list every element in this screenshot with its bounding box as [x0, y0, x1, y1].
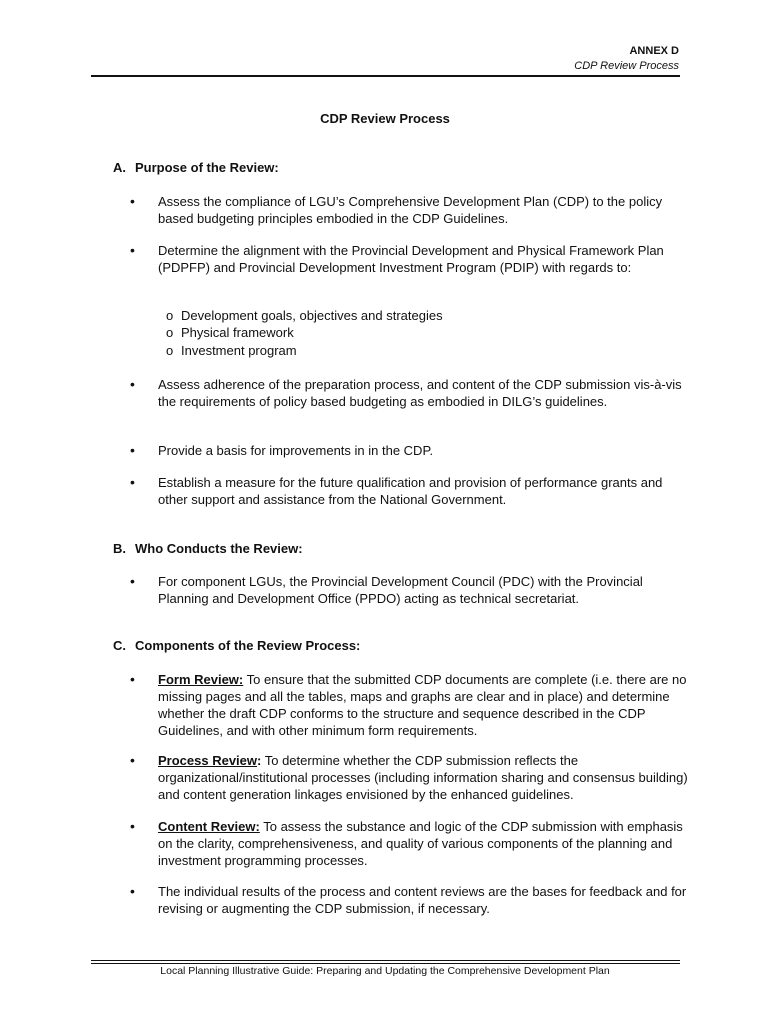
sub-list-item [166, 307, 443, 324]
list-item-text: Determine the alignment with the Provincial Development and Physical Framework Plan (PDPFP) and Provincial Development Investment Program (PDIP) with regards to: [158, 243, 664, 275]
list-item-text: Assess adherence of the preparation process, and content of the CDP submission vis-à-vis the requirements of policy based budgeting as embodied in DILG’s guidelines. [158, 377, 682, 409]
section-c-title: Components of the Review Process: [135, 638, 361, 653]
bullet-icon: • [130, 671, 135, 687]
list-item-text: Establish a measure for the future qualification and provision of performance grants and other support and assistance from the National Government. [158, 475, 663, 507]
bullet-icon: • [130, 242, 135, 258]
circle-bullet-icon: o [166, 343, 174, 358]
list-item-text: Content Review: To assess the substance and logic of the CDP submission with emphasis on the clarity, comprehensiveness, and quality of various components of the planning and investment programming processes. [158, 819, 683, 868]
footer-rule [91, 960, 680, 961]
list-item-text: For component LGUs, the Provincial Development Council (PDC) with the Provincial Planning and Development Office (PPDO) acting as technical secretariat. [158, 574, 643, 606]
process-review-label: Process Review [158, 753, 258, 768]
header-rule [91, 75, 680, 77]
circle-bullet-icon: o [166, 308, 174, 323]
list-item-text: Assess the compliance of LGU’s Comprehensive Development Plan (CDP) to the policy based budgeting principles embodied in the CDP Guidelines. [158, 194, 663, 226]
section-b-title: Who Conducts the Review: [135, 541, 303, 556]
bullet-icon: • [130, 193, 135, 209]
list-item-text: Form Review: To ensure that the submitted CDP documents are complete (i.e. there are no missing pages and all the tables, maps and graphs are clear and in place) and determine whether the draft CDP conforms to the structure and sequence described in the CDP Guidelines, and with other minimum form requirements. [158, 672, 687, 738]
section-a-title: Purpose of the Review: [135, 160, 279, 175]
bullet-icon: • [130, 376, 135, 392]
sub-list-item-text: Development goals, objectives and strategies [181, 308, 443, 323]
sub-list-item-text: Physical framework [181, 325, 294, 340]
section-b-letter: B. [113, 541, 126, 556]
circle-bullet-icon: o [166, 325, 174, 340]
form-review-label: Form Review: [158, 672, 244, 687]
page-footer: Local Planning Illustrative Guide: Preparing and Updating the Comprehensive Development Plan [160, 965, 610, 977]
bullet-icon: • [130, 818, 135, 834]
bullet-icon: • [130, 442, 135, 458]
footer-rule [91, 963, 680, 964]
sub-list-item [166, 324, 294, 341]
bullet-icon: • [130, 573, 135, 589]
bullet-icon: • [130, 883, 135, 899]
section-b-heading [113, 541, 303, 556]
annex-label: ANNEX D [629, 45, 679, 57]
list-item-text: Process Review: To determine whether the CDP submission reflects the organizational/institutional processes (including information sharing and consensus building) and content generation linkages envisioned by the enhanced guidelines. [158, 753, 688, 802]
sub-list-item [166, 342, 297, 359]
bullet-icon: • [130, 752, 135, 768]
section-c-letter: C. [113, 638, 126, 653]
header-subtitle: CDP Review Process [574, 60, 679, 72]
section-c-heading [113, 638, 360, 653]
list-item-text: Provide a basis for improvements in in the CDP. [158, 443, 434, 458]
section-a-letter: A. [113, 160, 126, 175]
bullet-icon: • [130, 474, 135, 490]
sub-list-item-text: Investment program [181, 343, 297, 358]
list-item-text: The individual results of the process and content reviews are the bases for feedback and for revising or augmenting the CDP submission, if necessary. [158, 884, 687, 916]
section-a-heading [113, 160, 279, 175]
content-review-label: Content Review: [158, 819, 260, 834]
page-title: CDP Review Process [320, 111, 450, 126]
